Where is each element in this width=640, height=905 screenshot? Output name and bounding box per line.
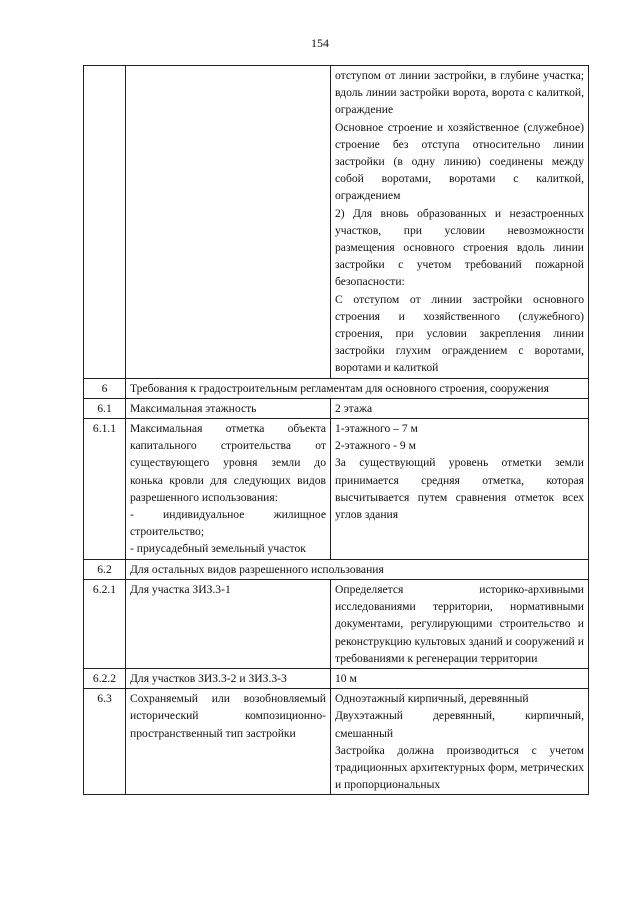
row-value <box>331 66 589 379</box>
section-heading: Для остальных видов разрешенного использования <box>126 559 589 579</box>
row-name: Для участка ЗИЗ.3-1 <box>126 579 331 668</box>
row-number <box>84 66 126 379</box>
row-number: 6.1.1 <box>84 419 126 560</box>
row-number: 6.2.2 <box>84 668 126 688</box>
table-row <box>84 398 589 418</box>
row-name: Сохраняемый или возобновляемый исторический композиционно-пространственный тип застройки <box>126 689 331 795</box>
row-value: Определяется историко-архивными исследованиями территории, нормативными документами, регулирующими строительство и реконструкцию культовых зданий и сооружений и требованиями к регенерации территории <box>331 579 589 668</box>
row-number: 6.2 <box>84 559 126 579</box>
row-number: 6.1 <box>84 398 126 418</box>
value-paragraph: 2-этажного - 9 м <box>335 439 416 453</box>
regulations-table <box>83 65 589 795</box>
table-row <box>84 419 589 560</box>
name-paragraph: Максимальная отметка объекта капитального строительства от существующего уровня земли до конька кровли для следующих видов разрешенного использования: <box>130 422 326 504</box>
value-paragraph: Основное строение и хозяйственное (служебное) строение без отступа относительно линии застройки (в одну линию) соединены между собой воротами, воротами с калиткой, ограждением <box>335 120 584 203</box>
value-paragraph: Двухэтажный деревянный, кирпичный, смешанный <box>335 709 584 740</box>
value-paragraph: 2) Для вновь образованных и незастроенных участков, при условии невозможности размещения основного строения вдоль линии застройки с учетом требований пожарной безопасности: <box>335 206 584 289</box>
row-name: Максимальная этажность <box>126 398 331 418</box>
table-row <box>84 559 589 579</box>
value-paragraph: За существующий уровень отметки земли принимается средняя отметка, которая высчитывается путем сравнения отметок всех углов здания <box>335 456 584 522</box>
value-paragraph: Одноэтажный кирпичный, деревянный <box>335 692 529 706</box>
row-name <box>126 419 331 560</box>
table-row <box>84 579 589 668</box>
value-paragraph: С отступом от линии застройки основного строения и хозяйственного (служебного) строения, при условии закрепления линии застройки глухим ограждением с воротами, воротами и калиткой <box>335 292 584 375</box>
page-number: 154 <box>311 36 329 50</box>
name-paragraph: - приусадебный земельный участок <box>130 542 306 556</box>
section-heading: Требования к градостроительным регламентам для основного строения, сооружения <box>126 378 589 398</box>
row-number: 6.3 <box>84 689 126 795</box>
row-name <box>126 66 331 379</box>
table-row <box>84 378 589 398</box>
row-number: 6 <box>84 378 126 398</box>
value-paragraph: Застройка должна производиться с учетом традиционных архитектурных форм, метрических и пропорциональных <box>335 743 584 792</box>
value-paragraph: отступом от линии застройки, в глубине участка; вдоль линии застройки ворота, ворота с калиткой, ограждение <box>335 69 584 117</box>
table-row <box>84 668 589 688</box>
row-number: 6.2.1 <box>84 579 126 668</box>
name-paragraph: - индивидуальное жилищное строительство; <box>130 508 326 539</box>
row-value <box>331 419 589 560</box>
row-value: 10 м <box>331 668 589 688</box>
table-row <box>84 689 589 795</box>
value-paragraph: 1-этажного – 7 м <box>335 422 418 436</box>
table-row <box>84 66 589 379</box>
row-value <box>331 689 589 795</box>
row-value: 2 этажа <box>331 398 589 418</box>
row-name: Для участков ЗИЗ.3-2 и ЗИЗ.3-3 <box>126 668 331 688</box>
